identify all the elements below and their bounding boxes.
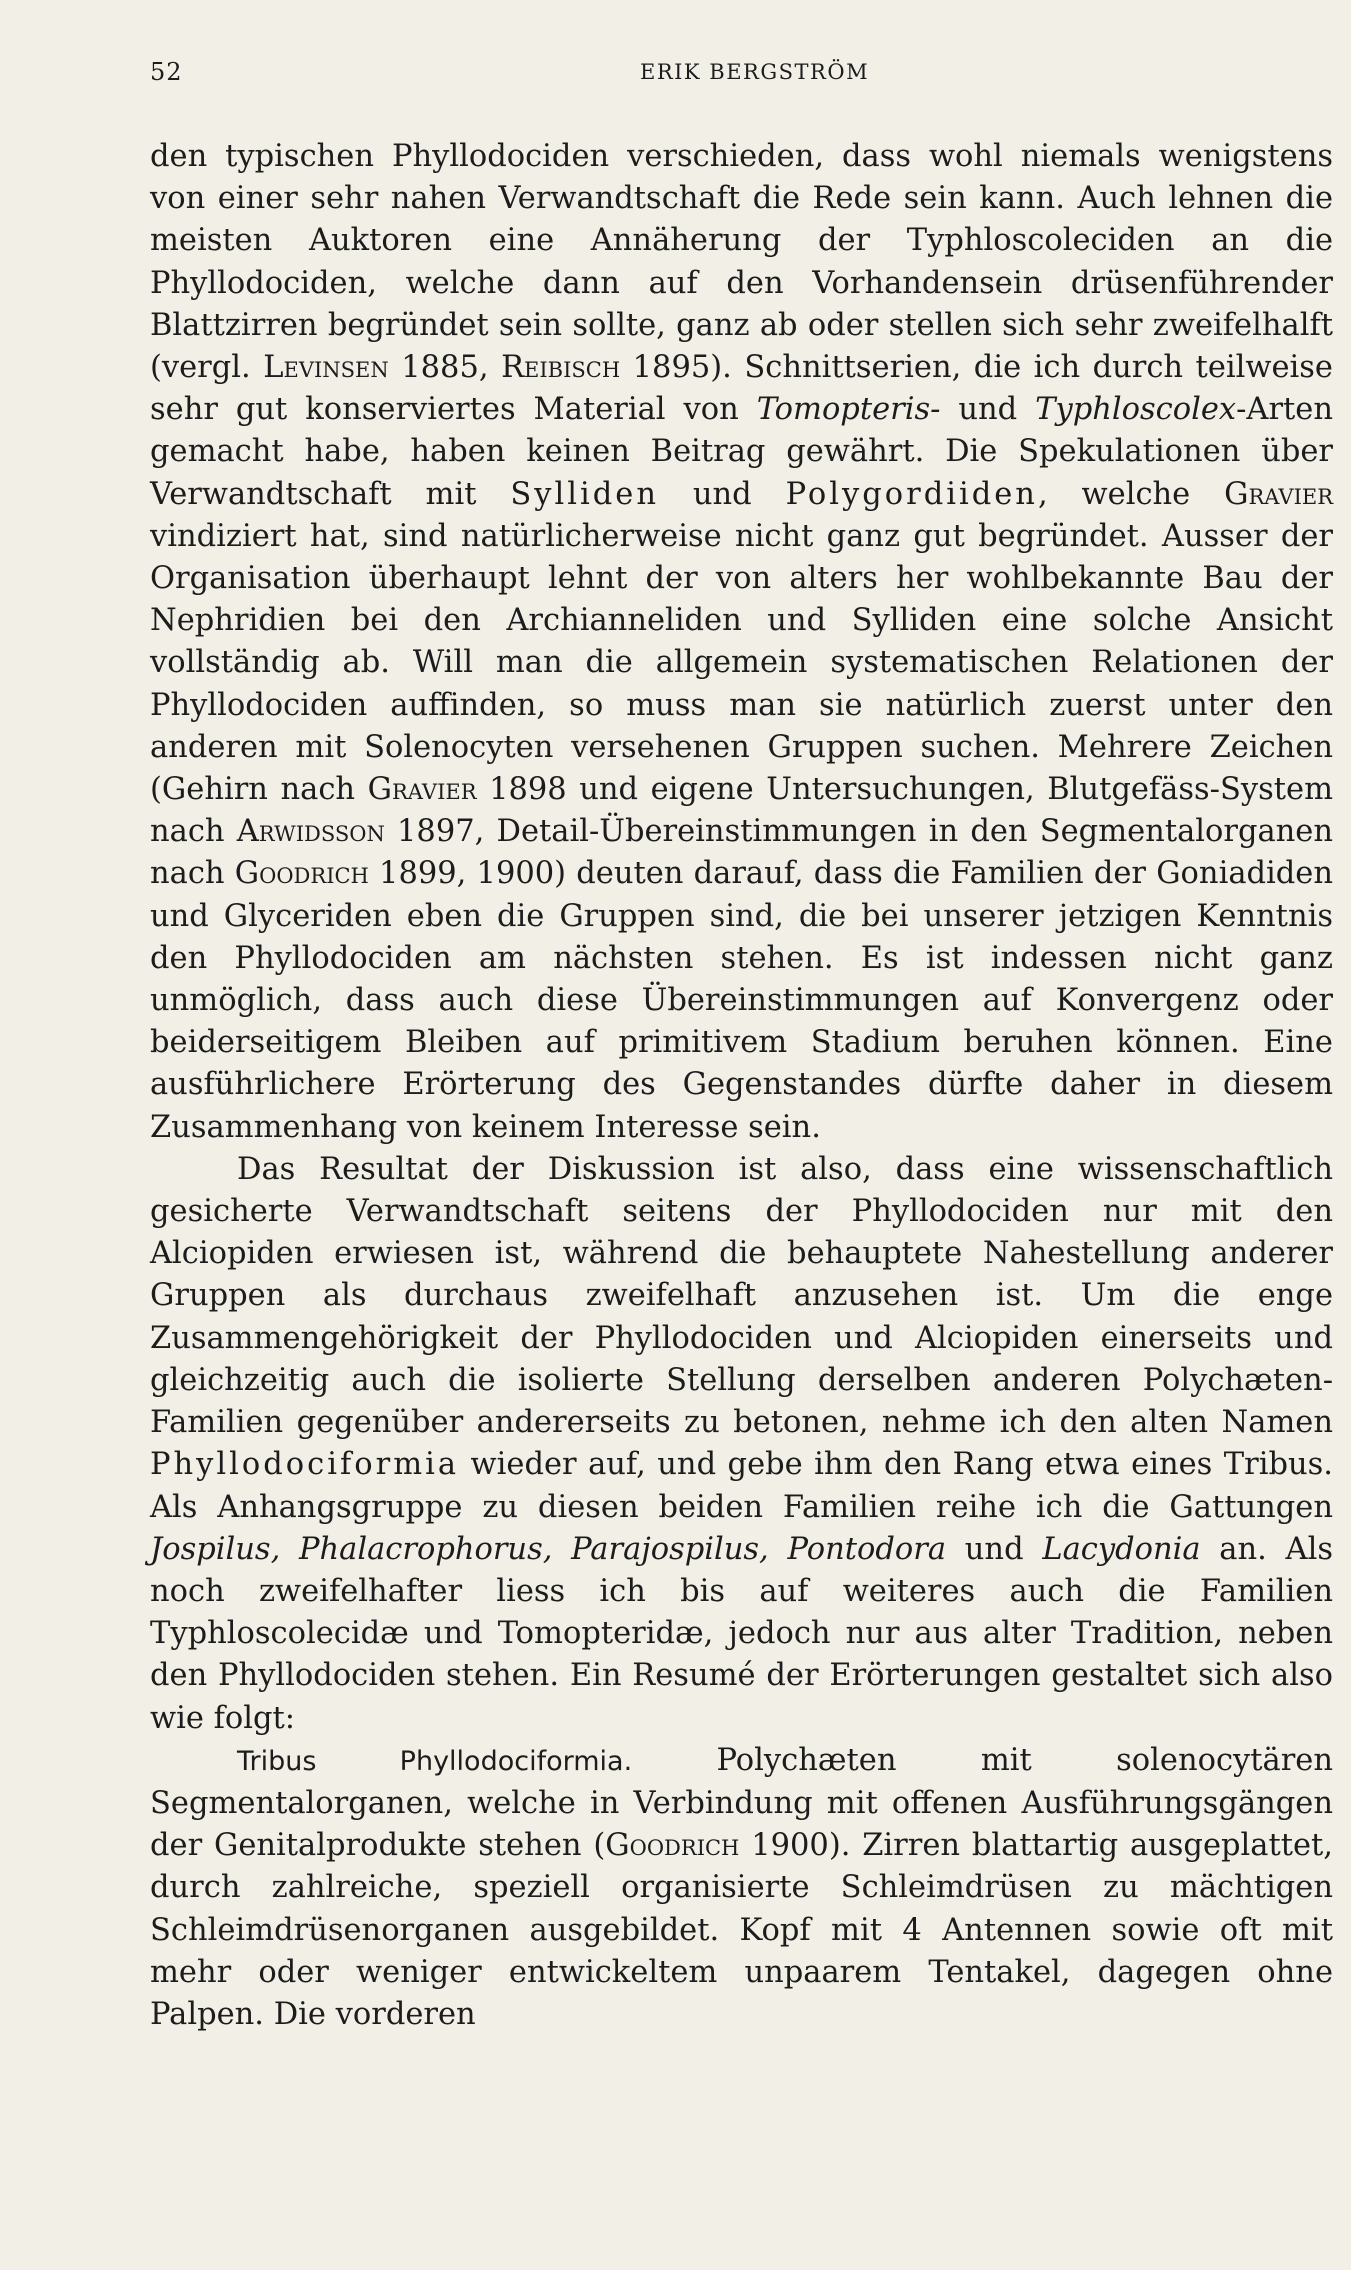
body-text [150, 136, 1333, 2036]
page-number: 52 [150, 58, 183, 86]
text-run: 1899, 1900) deuten darauf, dass die Familien der Goniadiden und Glyceriden eben die Gruppen sind, die bei unserer jetzigen Kenntnis den Phyllodociden am nächsten stehen. Es ist indessen nicht ganz unmöglich, dass auch diese Übereinstimmungen auf Konvergenz oder beiderseitigem Bleiben auf primitivem Stadium beruhen können. Eine ausführlichere Erörterung des Gegenstandes dürfte daher in diesem Zusammenhang von keinem Interesse sein. [150, 856, 1333, 1145]
text-run: und [659, 476, 786, 512]
spaced-term: Phyllodociformia [150, 1447, 460, 1483]
text-run: 1898 und eigene Untersuchungen, Blutgefäss-System nach [150, 772, 1333, 850]
author-name: Goodrich [605, 1828, 740, 1864]
text-run: 1895). Schnittserien, die ich durch teilweise sehr gut konserviertes Material von [150, 350, 1333, 428]
text-run: Polychæten mit solenocytären Segmentalorganen, welche in Verbindung mit offenen Ausführungsgängen der Genitalprodukte stehen ( [150, 1742, 1333, 1864]
spaced-term: Polygordiiden [785, 476, 1038, 512]
text-run: Das Resultat der Diskussion ist also, dass eine wissenschaftlich gesicherte Verwandtschaft seitens der Phyllodociden nur mit den Alciopiden erwiesen ist, während die behauptete Nahestellung anderer Gruppen als durchaus zweifelhaft anzusehen ist. Um die enge Zusammengehörigkeit der Phyllodociden und Alciopiden einerseits und gleichzeitig auch die isolierte Stellung derselben anderen Polychæten-Familien gegenüber andererseits zu betonen, nehme ich den alten Namen [150, 1151, 1333, 1441]
genus-name: Tomopteris- [756, 392, 941, 428]
author-name: Goodrich [234, 856, 369, 892]
running-title: ERIK BERGSTRÖM [640, 60, 870, 84]
page-header [150, 58, 1333, 100]
text-run: 1900). Zirren blattartig ausgeplattet, durch zahlreiche, speziell organisierte Schleimdrüsen zu mächtigen Schleimdrüsenorganen ausgebildet. Kopf mit 4 Antennen sowie oft mit mehr oder weniger entwickeltem unpaarem Tentakel, dagegen ohne Palpen. Die vorderen [150, 1828, 1333, 2032]
author-name: Levinsen [263, 350, 389, 386]
genus-name: Lacydonia [1042, 1531, 1201, 1567]
text-run: vindiziert hat, sind natürlicherweise nicht ganz gut begründet. Ausser der Organisation überhaupt lehnt der von alters her wohlbekannte Bau der Nephridien bei den Archianneliden und Sylliden eine solche Ansicht vollständig ab. Will man die allgemein systematischen Relationen der Phyllodociden auffinden, so muss man sie natürlich zuerst unter den anderen mit Solenocyten versehenen Gruppen suchen. Mehrere Zeichen (Gehirn nach [150, 518, 1333, 808]
author-name: Gravier [1224, 476, 1334, 512]
genus-name: Typhloscolex [1035, 392, 1237, 428]
author-name: Arwidsson [236, 814, 385, 850]
text-run: -Arten gemacht habe, haben keinen Beitrag gewährt. Die Spekulationen über Verwandtschaft mit [150, 392, 1333, 512]
genus-name: Jospilus, Phalacrophorus, Parajospilus, Pontodora [150, 1531, 947, 1567]
text-run: wieder auf, und gebe ihm den Rang etwa eines Tribus. Als Anhangsgruppe zu diesen beiden Familien reihe ich die Gattungen [150, 1447, 1333, 1525]
text-run: , welche [1037, 476, 1225, 512]
text-run: und [946, 1531, 1043, 1567]
text-run: 1897, Detail-Übereinstimmungen in den Segmentalorganen nach [150, 814, 1333, 892]
paragraph-1 [150, 136, 1333, 1149]
spaced-term: Sylliden [510, 476, 659, 512]
text-run: an. Als noch zweifelhafter liess ich bis auf weiteres auch die Familien Typhloscolecidæ und Tomopteridæ, jedoch nur aus alter Tradition, neben den Phyllodociden stehen. Ein Resumé der Erörterungen gestaltet sich also wie folgt: [150, 1531, 1333, 1736]
page [150, 58, 1333, 2036]
author-name: Reibisch [501, 350, 621, 386]
text-run: den typischen Phyllodociden verschieden, dass wohl niemals wenigstens von einer sehr nahen Verwandtschaft die Rede sein kann. Auch lehnen die meisten Auktoren eine Annäherung der Typhloscoleciden an die Phyllodociden, welche dann auf den Vorhandensein drüsenführender Blattzirren begründet sein sollte, ganz ab oder stellen sich sehr zweifelhalft (vergl. [150, 139, 1333, 386]
paragraph-2 [150, 1149, 1333, 1740]
text-run: und [940, 392, 1036, 428]
text-run: 1885, [388, 350, 502, 386]
paragraph-3 [150, 1740, 1333, 2036]
author-name: Gravier [367, 772, 477, 808]
tribus-heading: Tribus Phyllodociformia. [237, 1745, 633, 1777]
